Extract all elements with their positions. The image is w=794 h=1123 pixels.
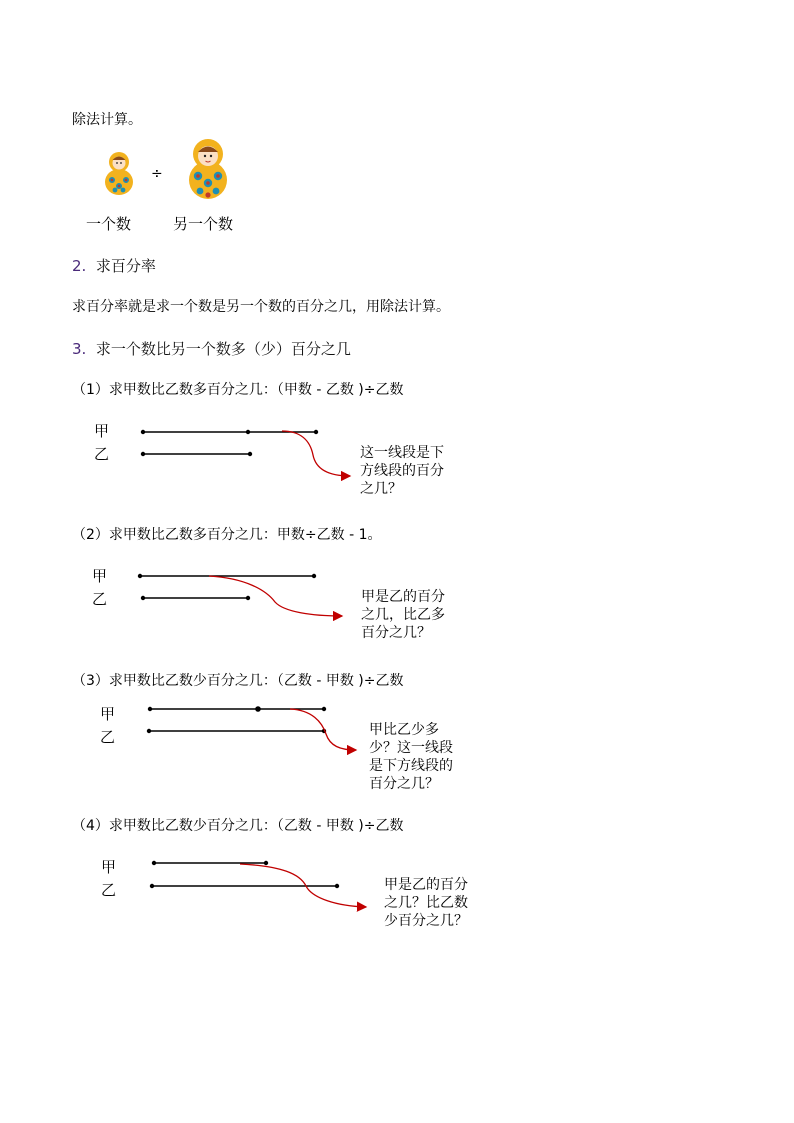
case4-heading: （4）求甲数比乙数少百分之几：（乙数 - 甲数 )÷乙数 xyxy=(72,818,404,834)
case2-heading: （2）求甲数比乙数多百分之几：甲数÷乙数 - 1。 xyxy=(72,527,382,543)
case2-arrow xyxy=(209,576,342,616)
case1-label-b: 乙 xyxy=(94,445,110,463)
case4-note xyxy=(384,876,468,930)
case4-label-a: 甲 xyxy=(101,858,117,876)
case4-note-line: 少百分之几？ xyxy=(384,913,468,929)
case1-note-line: 之几？ xyxy=(360,481,402,497)
case1-heading: （1）求甲数比乙数多百分之几：（甲数 - 乙数 )÷乙数 xyxy=(72,382,404,398)
section2-title: 求百分率 xyxy=(95,257,156,275)
case3-heading: （3）求甲数比乙数少百分之几：（乙数 - 甲数 )÷乙数 xyxy=(72,673,404,689)
case4-label-b: 乙 xyxy=(101,881,117,899)
case1-note-line: 方线段的百分 xyxy=(360,463,444,479)
case2-note-line: 百分之几？ xyxy=(361,625,431,641)
another-number-label: 另一个数 xyxy=(173,215,234,233)
case2-label-b: 乙 xyxy=(92,590,108,608)
case4-note-line: 甲是乙的百分 xyxy=(384,877,468,893)
case3-note-line: 是下方线段的 xyxy=(369,758,453,774)
section3-title: 求一个数比另一个数多（少）百分之几 xyxy=(95,340,351,358)
case3-diagram xyxy=(147,706,356,750)
case3-note-line: 百分之几？ xyxy=(369,776,439,792)
case2-label-a: 甲 xyxy=(92,567,108,585)
case3-label-a: 甲 xyxy=(100,705,116,723)
section2-text: 求百分率就是求一个数是另一个数的百分之几，用除法计算。 xyxy=(72,299,450,315)
case4-note-line: 之几？比乙数 xyxy=(384,895,468,911)
case1-label-a: 甲 xyxy=(94,422,110,440)
case1-note-line: 这一线段是下 xyxy=(360,445,444,461)
case3-note xyxy=(369,721,453,793)
case2-note-line: 甲是乙的百分 xyxy=(361,589,445,605)
case2-note-line: 之几，比乙多 xyxy=(361,607,445,623)
one-number-label: 一个数 xyxy=(86,215,132,233)
case1-arrow xyxy=(282,431,350,476)
divide-sign: ÷ xyxy=(151,166,163,182)
case3-label-b: 乙 xyxy=(100,728,116,746)
section2-number: 2. xyxy=(72,257,87,275)
case4-diagram xyxy=(150,861,366,907)
intro-text: 除法计算。 xyxy=(72,112,142,128)
case3-note-line: 甲比乙少多 xyxy=(369,722,439,738)
case2-diagram xyxy=(138,574,342,616)
case3-note-line: 少？这一线段 xyxy=(369,740,453,756)
section3-number: 3. xyxy=(72,340,87,358)
case1-diagram xyxy=(141,430,350,476)
case2-note xyxy=(361,588,445,642)
case1-note xyxy=(360,444,444,498)
